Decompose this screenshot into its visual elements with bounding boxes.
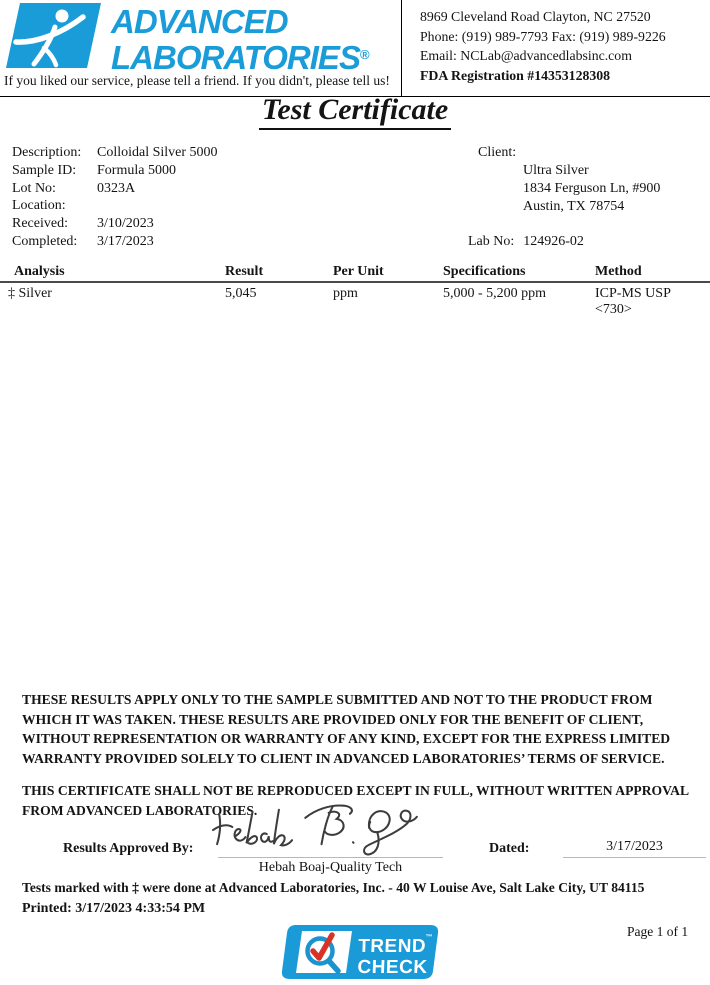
client-name: Ultra Silver (523, 163, 589, 178)
printed-timestamp: Printed: 3/17/2023 4:33:54 PM (22, 901, 206, 916)
disclaimer-paragraph-1: THESE RESULTS APPLY ONLY TO THE SAMPLE SUBMITTED AND NOT TO THE PRODUCT FROM WHICH IT WAS TAKEN. THESE RESULTS ARE PROVIDED ONLY FOR THE BENEFIT OF CLIENT, WITHOUT REPRESENTATION OR WARRANTY OF ANY KIND, EXCEPT FOR THE EXPRESS LIMITED WARRANTY PROVIDED SOLELY TO CLIENT IN ADVANCED LABORATORIES’ TERMS OF SERVICE. (22, 692, 671, 766)
per-unit-cell: ppm (333, 286, 358, 301)
company-wordmark (111, 5, 370, 74)
dated-value: 3/17/2023 (606, 839, 663, 854)
wordmark-line-laboratories (111, 38, 370, 74)
lab-contact-block (420, 7, 666, 85)
page-number: Page 1 of 1 (627, 924, 689, 939)
info-row-location (12, 197, 218, 215)
header-vertical-divider (401, 0, 402, 96)
signer-name: Hebah Boaj-Quality Tech (258, 860, 403, 875)
trademark-mark: ™ (425, 934, 433, 941)
completed-value: 3/17/2023 (97, 233, 154, 249)
trend-check-text-line2: CHECK (357, 957, 428, 978)
received-label: Received: (12, 216, 68, 232)
tests-note: Tests marked with ‡ were done at Advanced Laboratories, Inc. - 40 W Louise Ave, Salt Lake City, UT 84115 (22, 880, 645, 895)
analysis-cell: ‡ Silver (8, 286, 52, 301)
info-row-lot-no (12, 180, 218, 198)
lot-no-value: 0323A (97, 180, 136, 196)
table-row-silver (0, 286, 710, 317)
dated-line (563, 857, 706, 858)
results-table-divider (0, 281, 710, 283)
registered-trademark-mark: ® (359, 47, 370, 62)
location-label: Location: (12, 198, 66, 214)
client-address-line1: 1834 Ferguson Ln, #900 (523, 180, 661, 196)
info-row-description (12, 144, 218, 162)
info-row-sample-id (12, 162, 218, 180)
trend-check-text-line1: TREND (357, 936, 427, 957)
signature-line (218, 857, 443, 858)
specifications-cell: 5,000 - 5,200 ppm (443, 286, 547, 301)
fda-registration: FDA Registration #14353128308 (420, 67, 611, 83)
disclaimer-paragraph-2: THIS CERTIFICATE SHALL NOT BE REPRODUCED EXCEPT IN FULL, WITHOUT WRITTEN APPROVAL FROM ADVANCED LABORATORIES. (22, 783, 689, 818)
info-row-received (12, 215, 218, 233)
handwritten-signature (212, 799, 430, 859)
sample-info-block (12, 144, 218, 251)
company-logo (6, 3, 370, 74)
runner-figure-icon (6, 3, 101, 68)
column-header-method: Method (595, 264, 642, 279)
result-cell: 5,045 (225, 286, 257, 301)
completed-label: Completed: (12, 233, 78, 249)
results-table-header (0, 264, 710, 282)
column-header-analysis: Analysis (14, 264, 65, 279)
column-header-specifications: Specifications (443, 264, 526, 279)
title-row (0, 93, 710, 130)
lab-no-value: 124926-02 (523, 234, 584, 249)
lab-email: Email: NCLab@advancedlabsinc.com (420, 48, 632, 63)
lab-address: 8969 Cleveland Road Clayton, NC 27520 (420, 9, 651, 24)
lab-no-row (468, 234, 584, 250)
sample-id-value: Formula 5000 (97, 162, 176, 178)
client-label: Client: (478, 145, 517, 160)
lab-no-label: Lab No: (468, 234, 515, 249)
received-value: 3/10/2023 (97, 216, 154, 232)
info-row-completed (12, 233, 218, 251)
wordmark-laboratories-text: LABORATORIES (111, 39, 360, 76)
client-address-block (523, 162, 660, 215)
lab-phone-fax: Phone: (919) 989-7793 Fax: (919) 989-9226 (420, 28, 666, 44)
column-header-result: Result (225, 264, 264, 279)
dated-label: Dated: (489, 841, 530, 856)
method-cell: ICP-MS USP <730> (595, 286, 671, 317)
wordmark-line-advanced: ADVANCED (111, 3, 288, 40)
column-header-per-unit: Per Unit (333, 264, 384, 279)
client-address-line2: Austin, TX 78754 (523, 198, 625, 214)
page-title: Test Certificate (259, 93, 451, 130)
results-approved-by-label: Results Approved By: (63, 841, 194, 856)
trend-check-logo (280, 923, 442, 981)
lot-no-label: Lot No: (12, 180, 56, 196)
sample-id-label: Sample ID: (12, 162, 77, 178)
service-tagline: If you liked our service, please tell a friend. If you didn't, please tell us! (4, 73, 390, 88)
description-value: Colloidal Silver 5000 (97, 145, 218, 160)
description-label: Description: (12, 145, 82, 160)
